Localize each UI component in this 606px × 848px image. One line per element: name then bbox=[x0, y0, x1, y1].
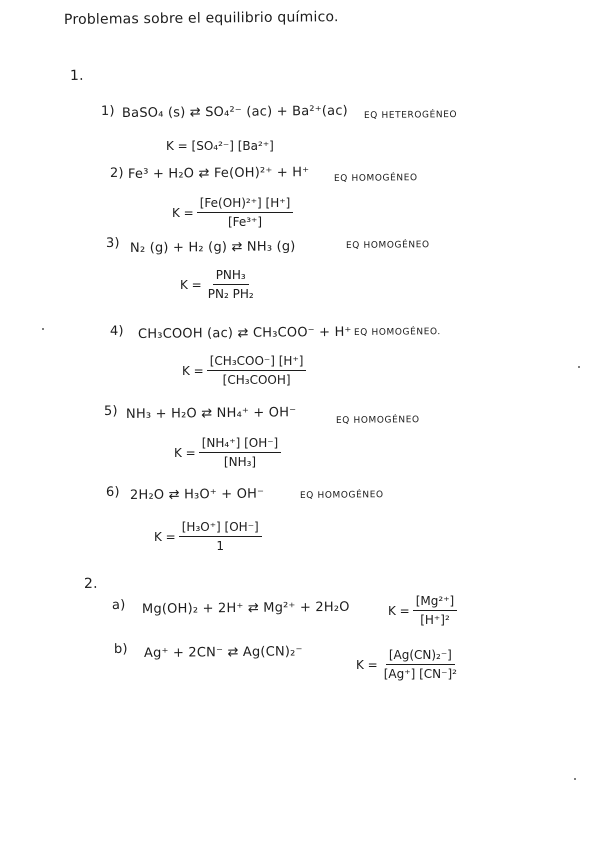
k-numerator: [Ag(CN)₂⁻] bbox=[386, 648, 455, 665]
problem-1-3-equation: N₂ (g) + H₂ (g) ⇄ NH₃ (g) bbox=[129, 239, 296, 256]
k-label: K = bbox=[180, 277, 202, 292]
k-label: K = bbox=[172, 205, 194, 220]
k-denominator: [CH₃COOH] bbox=[222, 373, 291, 387]
problem-2a-letter: a) bbox=[111, 597, 126, 613]
problem-1-2-type: EQ HOMOGÉNEO bbox=[333, 173, 418, 184]
k-denominator: 1 bbox=[216, 539, 225, 553]
k-label: K = bbox=[182, 363, 204, 378]
problem-1-1-k-expression: K = [SO₄²⁻] [Ba²⁺] bbox=[166, 139, 274, 153]
problem-1-4-equation: CH₃COOH (ac) ⇄ CH₃COO⁻ + H⁺ bbox=[137, 324, 352, 342]
problem-1-4-number: 4) bbox=[109, 323, 124, 339]
section-2-label: 2. bbox=[83, 575, 98, 592]
k-label: K = bbox=[388, 603, 410, 618]
problem-1-3-type: EQ HOMOGÉNEO bbox=[345, 240, 430, 251]
scan-speck bbox=[42, 328, 44, 330]
k-numerator: [Fe(OH)²⁺] [H⁺] bbox=[197, 196, 294, 213]
k-label: K = bbox=[174, 445, 196, 460]
k-numerator: [CH₃COO⁻] [H⁺] bbox=[207, 354, 307, 371]
problem-2a-k-expression bbox=[388, 594, 457, 627]
section-1-label: 1. bbox=[69, 67, 84, 84]
problem-1-5-equation: NH₃ + H₂O ⇄ NH₄⁺ + OH⁻ bbox=[125, 405, 297, 422]
problem-1-5-k-expression bbox=[174, 436, 281, 469]
scan-speck bbox=[578, 366, 580, 368]
k-denominator: PN₂ PH₂ bbox=[207, 287, 254, 301]
problem-1-4-type: EQ HOMOGÉNEO. bbox=[353, 327, 441, 338]
problem-2b-letter: b) bbox=[113, 641, 128, 657]
k-numerator: [H₃O⁺] [OH⁻] bbox=[179, 520, 262, 537]
problem-1-2-equation: Fe³ + H₂O ⇄ Fe(OH)²⁺ + H⁺ bbox=[127, 165, 310, 182]
k-numerator: PNH₃ bbox=[213, 268, 249, 285]
problem-1-1-type: EQ HETEROGÉNEO bbox=[363, 110, 458, 121]
k-label: K = bbox=[356, 657, 378, 672]
k-label: K = bbox=[154, 529, 176, 544]
k-denominator: [Fe³⁺] bbox=[227, 215, 263, 229]
k-denominator: [H⁺]² bbox=[420, 613, 450, 627]
problem-1-1-equation: BaSO₄ (s) ⇄ SO₄²⁻ (ac) + Ba²⁺(ac) bbox=[121, 103, 348, 121]
k-denominator: [Ag⁺] [CN⁻]² bbox=[383, 667, 457, 681]
problem-1-3-k-expression bbox=[180, 268, 257, 301]
problem-2a-equation: Mg(OH)₂ + 2H⁺ ⇄ Mg²⁺ + 2H₂O bbox=[141, 599, 350, 617]
page-title: Problemas sobre el equilibrio químico. bbox=[63, 9, 339, 28]
problem-1-6-type: EQ HOMOGÉNEO bbox=[299, 490, 384, 501]
problem-1-3-number: 3) bbox=[105, 235, 120, 251]
problem-2b-equation: Ag⁺ + 2CN⁻ ⇄ Ag(CN)₂⁻ bbox=[143, 644, 303, 661]
problem-1-6-number: 6) bbox=[105, 484, 120, 500]
problem-1-2-k-expression bbox=[172, 196, 293, 229]
problem-1-4-k-expression bbox=[182, 354, 306, 387]
problem-1-1-number: 1) bbox=[100, 103, 115, 119]
scan-speck bbox=[574, 778, 576, 780]
problem-1-5-type: EQ HOMOGÉNEO bbox=[335, 415, 420, 426]
k-denominator: [NH₃] bbox=[223, 455, 257, 469]
k-numerator: [Mg²⁺] bbox=[413, 594, 457, 611]
problem-2b-k-expression bbox=[356, 648, 460, 681]
problem-1-5-number: 5) bbox=[103, 403, 118, 419]
problem-1-6-k-expression bbox=[154, 520, 262, 553]
problem-1-2-number: 2) bbox=[109, 165, 124, 181]
k-numerator: [NH₄⁺] [OH⁻] bbox=[199, 436, 282, 453]
problem-1-6-equation: 2H₂O ⇄ H₃O⁺ + OH⁻ bbox=[129, 486, 265, 503]
